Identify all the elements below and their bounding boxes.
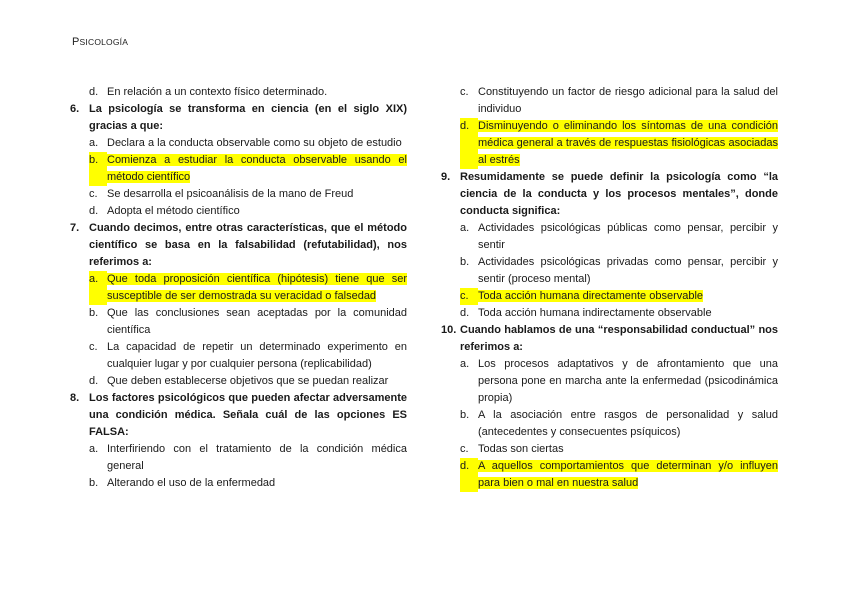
question-text: La psicología se transforma en ciencia (en el siglo XIX) gracias a que: [89,103,407,132]
option-text: A la asociación entre rasgos de personalidad y salud (antecedentes y consecuentes psíquicos) [478,409,778,438]
answer-option [441,356,778,407]
option-text: En relación a un contexto físico determinado. [107,86,328,98]
option-letter: c. [460,443,469,455]
option-text-container [107,475,407,492]
option-text-container [478,84,778,118]
answer-option [70,475,407,492]
answer-option [441,84,778,118]
option-text-container [107,305,407,339]
question-text: Resumidamente se puede definir la psicología como “la ciencia de la conducta y los procesos mentales”, donde conducta significa: [460,171,778,217]
option-text-container [478,288,778,305]
answer-option [70,305,407,339]
option-text: Que deben establecerse objetivos que se puedan realizar [107,375,389,387]
option-letter: c. [460,86,469,98]
question [441,322,778,356]
option-text-container [478,407,778,441]
question-number: 6. [70,103,80,115]
option-letter: a. [460,222,470,234]
option-letter: d. [460,458,478,492]
option-text: Todas son ciertas [478,443,564,455]
option-letter: d. [89,205,99,217]
option-text-container [107,373,407,390]
answer-option-highlighted [441,288,778,305]
answer-option [70,339,407,373]
option-text: Que las conclusiones sean aceptadas por la comunidad científica [107,307,407,336]
option-text: Actividades psicológicas públicas como pensar, percibir y sentir [478,222,778,251]
option-text-container [478,458,778,492]
option-letter: b. [460,256,470,268]
option-letter: a. [89,137,99,149]
left-column [70,84,407,492]
answer-option [441,305,778,322]
header-initial: P [72,36,80,48]
option-text-container [478,220,778,254]
option-text: Toda acción humana directamente observable [478,290,704,302]
option-letter: d. [89,375,99,387]
question [441,169,778,220]
option-text-container [107,271,407,305]
question-text: Cuando decimos, entre otras características, que el método científico se basa en la falsabilidad (refutabilidad), nos referimos a: [89,222,407,268]
option-text-container [107,84,407,101]
answer-option-highlighted [441,458,778,492]
option-text-container [478,118,778,169]
answer-option-highlighted [70,271,407,305]
page-header [72,36,128,48]
question-number: 10. [441,324,457,336]
answer-option [70,84,407,101]
question [70,101,407,135]
answer-option-highlighted [441,118,778,169]
question-text: Los factores psicológicos que pueden afectar adversamente una condición médica. Señala cuál de las opciones ES FALSA: [89,392,407,438]
option-text: Constituyendo un factor de riesgo adicional para la salud del individuo [478,86,778,115]
option-text: Se desarrolla el psicoanálisis de la mano de Freud [107,188,354,200]
answer-option [70,203,407,220]
question-number: 7. [70,222,80,234]
answer-option [441,254,778,288]
option-letter: a. [89,443,99,455]
option-text-container [107,441,407,475]
option-text: Comienza a estudiar la conducta observable usando el método científico [107,154,407,183]
option-text-container [478,356,778,407]
option-letter: b. [89,477,99,489]
option-text-container [478,305,778,322]
option-letter: b. [89,152,107,186]
option-text: Actividades psicológicas privadas como pensar, percibir y sentir (proceso mental) [478,256,778,285]
option-text-container [107,152,407,186]
option-letter: d. [460,307,470,319]
option-letter: c. [89,341,98,353]
answer-option [441,441,778,458]
option-letter: a. [89,271,107,305]
option-letter: c. [460,288,478,305]
right-column [441,84,778,492]
option-letter: a. [460,358,470,370]
option-text-container [107,135,407,152]
option-text-container [107,203,407,220]
header-rest: SICOLOGÍA [79,37,129,47]
answer-option [441,407,778,441]
option-text: Los procesos adaptativos y de afrontamiento que una persona pone en marcha ante la enfermedad (psicodinámica propia) [478,358,778,404]
answer-option [70,441,407,475]
option-letter: d. [460,118,478,169]
option-letter: c. [89,188,98,200]
option-text: Que toda proposición científica (hipótesis) tiene que ser susceptible de ser demostrada su veracidad o falsedad [107,273,407,302]
answer-option [70,373,407,390]
question [70,220,407,271]
option-text: Toda acción humana indirectamente observable [478,307,712,319]
question-text: Cuando hablamos de una “responsabilidad conductual” nos referimos a: [460,324,778,353]
option-text-container [478,254,778,288]
option-letter: b. [89,307,99,319]
option-text: Adopta el método científico [107,205,240,217]
option-text: Disminuyendo o eliminando los síntomas de una condición médica general a través de respuestas fisiológicas asociadas al estrés [478,120,778,166]
option-letter: b. [460,409,470,421]
option-text: La capacidad de repetir un determinado experimento en cualquier lugar y por cualquier persona (replicabilidad) [107,341,407,370]
option-letter: d. [89,86,99,98]
option-text-container [107,339,407,373]
option-text-container [107,186,407,203]
option-text: A aquellos comportamientos que determinan y/o influyen para bien o mal en nuestra salud [478,460,778,489]
answer-option [70,135,407,152]
question-number: 8. [70,392,80,404]
answer-option [70,186,407,203]
option-text-container [478,441,778,458]
answer-option-highlighted [70,152,407,186]
option-text: Interfiriendo con el tratamiento de la condición médica general [107,443,407,472]
answer-option [441,220,778,254]
option-text: Alterando el uso de la enfermedad [107,477,276,489]
option-text: Declara a la conducta observable como su objeto de estudio [107,137,402,149]
question-number: 9. [441,171,451,183]
question [70,390,407,441]
